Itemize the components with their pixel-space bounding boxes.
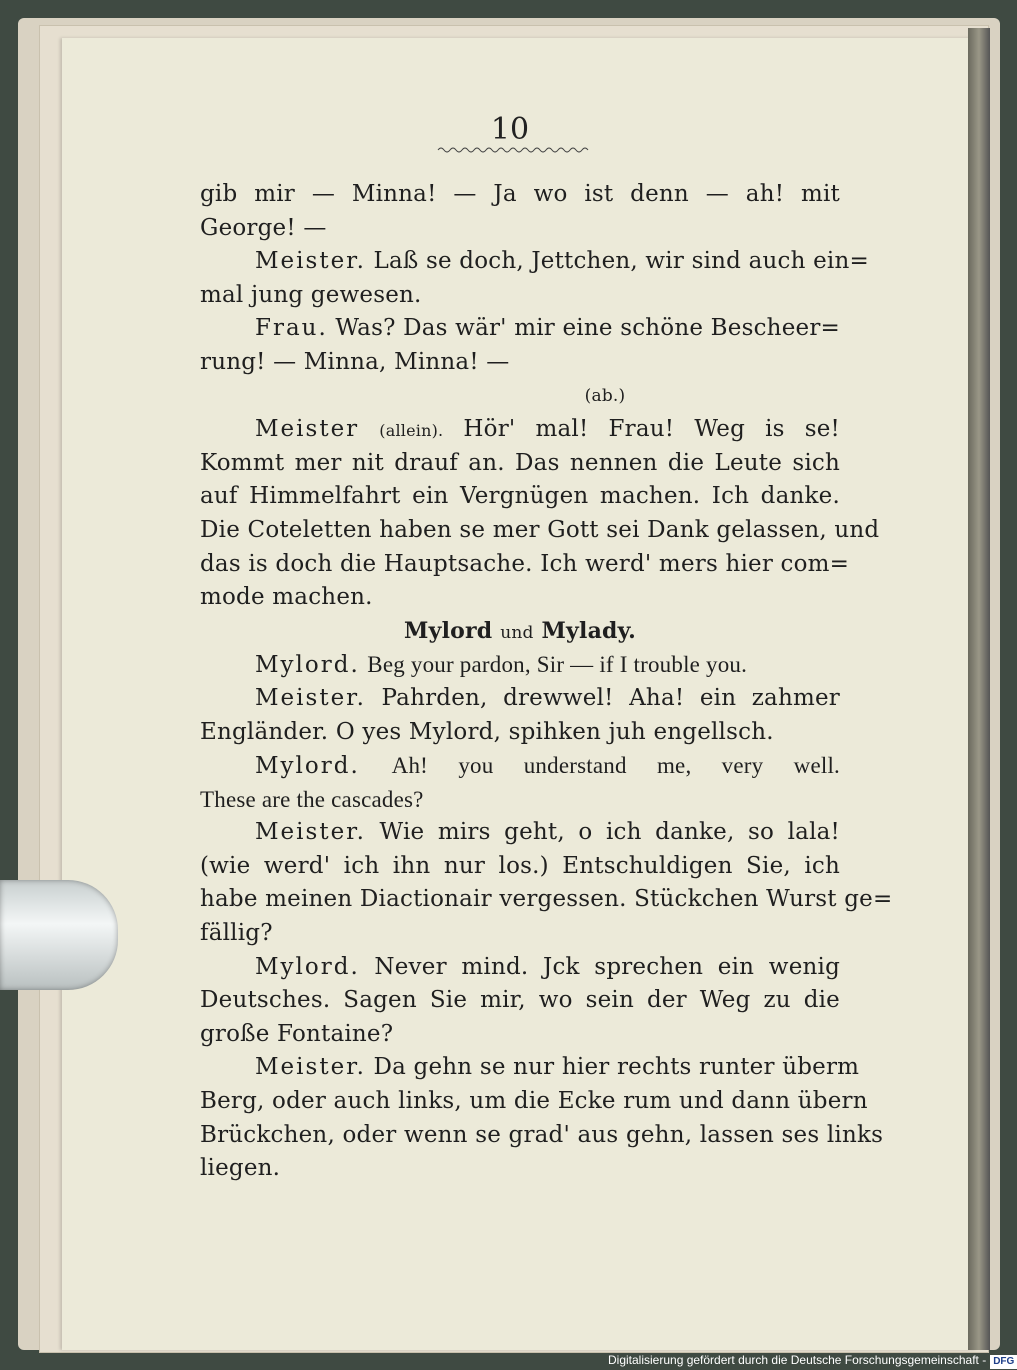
line-text: auf Himmelfahrt ein Vergnügen machen. Ich danke. — [200, 483, 840, 510]
line-text: große Fontaine? — [200, 1020, 394, 1047]
line-text: These are the cascades? — [200, 786, 424, 812]
text-line — [200, 548, 850, 582]
line-text: Die Coteletten haben se mer Gott sei Dank gelassen, und — [200, 516, 880, 543]
text-line — [200, 346, 840, 380]
line-text: (wie werd' ich ihn nur los.) Entschuldigen Sie, ich — [200, 852, 840, 879]
speaker-name: Mylord. — [255, 753, 360, 780]
line-text: Kommt mer nit drauf an. Das nennen die Leute sich — [200, 449, 840, 476]
line-text: Berg, oder auch links, um die Ecke rum und dann übern — [200, 1088, 868, 1115]
scene-heading-part: Mylord — [404, 617, 493, 644]
page-number: 10 — [490, 112, 530, 147]
text-line — [200, 480, 840, 514]
text-line — [200, 413, 840, 447]
text-line — [200, 1119, 884, 1153]
text-line — [200, 883, 893, 917]
text-line — [200, 1018, 840, 1052]
line-text: George! — — [200, 214, 327, 241]
speaker-name: Meister — [255, 416, 360, 443]
line-text: Da gehn se nur hier rechts runter überm — [373, 1054, 860, 1081]
text-line — [200, 581, 840, 615]
text-line — [200, 312, 840, 346]
text-line — [200, 447, 840, 481]
footer-text: Digitalisierung gefördert durch die Deutsche Forschungsgemeinschaft - — [608, 1353, 987, 1367]
text-line — [200, 212, 840, 246]
line-text: fällig? — [200, 920, 273, 947]
line-text: Deutsches. Sagen Sie mir, wo sein der Weg zu die — [200, 987, 840, 1014]
line-text: Brückchen, oder wenn se grad' aus gehn, lassen ses links — [200, 1121, 884, 1148]
scene-heading-part: und — [500, 622, 534, 643]
page-text — [200, 178, 893, 1186]
line-text: Wie mirs geht, o ich danke, so lala! — [379, 819, 841, 846]
text-line — [200, 1152, 840, 1186]
line-text: mode machen. — [200, 584, 373, 611]
page-clip-icon — [0, 880, 118, 990]
speaker-name: Meister. — [255, 684, 366, 711]
speaker-name: Frau. — [255, 315, 328, 342]
speaker-name: Mylord. — [255, 652, 360, 679]
text-line — [200, 951, 840, 985]
text-line — [200, 917, 840, 951]
text-line — [200, 716, 840, 750]
text-line — [200, 279, 840, 313]
line-text: rung! — Minna, Minna! — — [200, 348, 510, 375]
dfg-logo: DFG — [990, 1355, 1017, 1369]
scene-heading — [200, 615, 840, 649]
line-text: Never mind. Jck sprechen ein wenig — [374, 953, 840, 980]
scene-heading-part: Mylady. — [541, 617, 636, 644]
line-text: Hör' mal! Frau! Weg is se! — [463, 416, 840, 443]
stage-direction: (ab.) — [584, 385, 626, 406]
footer-credit — [608, 1350, 1015, 1370]
text-line — [200, 1051, 860, 1085]
decorative-rule — [438, 146, 588, 154]
stage-direction: (allein). — [379, 421, 444, 441]
text-line — [200, 648, 840, 682]
line-text: Beg your pardon, Sir — if I trouble you. — [367, 652, 748, 678]
text-line — [200, 850, 840, 884]
speaker-name: Meister. — [255, 248, 366, 275]
line-text: Ah! you understand me, very well. — [391, 753, 841, 779]
line-text: Was? Das wär' mir eine schöne Bescheer= — [335, 315, 840, 342]
text-line — [200, 783, 840, 817]
line-text: Pahrden, drewwel! Aha! ein zahmer — [381, 684, 840, 711]
line-text: Engländer. O yes Mylord, spihken juh engellsch. — [200, 718, 774, 745]
line-text: habe meinen Diactionair vergessen. Stückchen Wurst ge= — [200, 886, 893, 913]
text-line — [200, 816, 840, 850]
line-text: das is doch die Hauptsache. Ich werd' mers hier com= — [200, 550, 850, 577]
line-text: Laß se doch, Jettchen, wir sind auch ein= — [373, 248, 869, 275]
speaker-name: Meister. — [255, 1054, 366, 1081]
text-line — [200, 682, 840, 716]
line-text: mal jung gewesen. — [200, 281, 422, 308]
text-line — [200, 749, 840, 783]
text-line — [200, 245, 869, 279]
text-line — [200, 984, 840, 1018]
line-text: liegen. — [200, 1155, 281, 1182]
text-line — [200, 1085, 868, 1119]
line-text: gib mir — Minna! — Ja wo ist denn — ah! mit — [200, 181, 840, 207]
speaker-name: Meister. — [255, 819, 366, 846]
binding-edge — [968, 28, 990, 1350]
text-line — [200, 514, 880, 548]
speaker-name: Mylord. — [255, 953, 360, 980]
text-line — [200, 178, 840, 212]
